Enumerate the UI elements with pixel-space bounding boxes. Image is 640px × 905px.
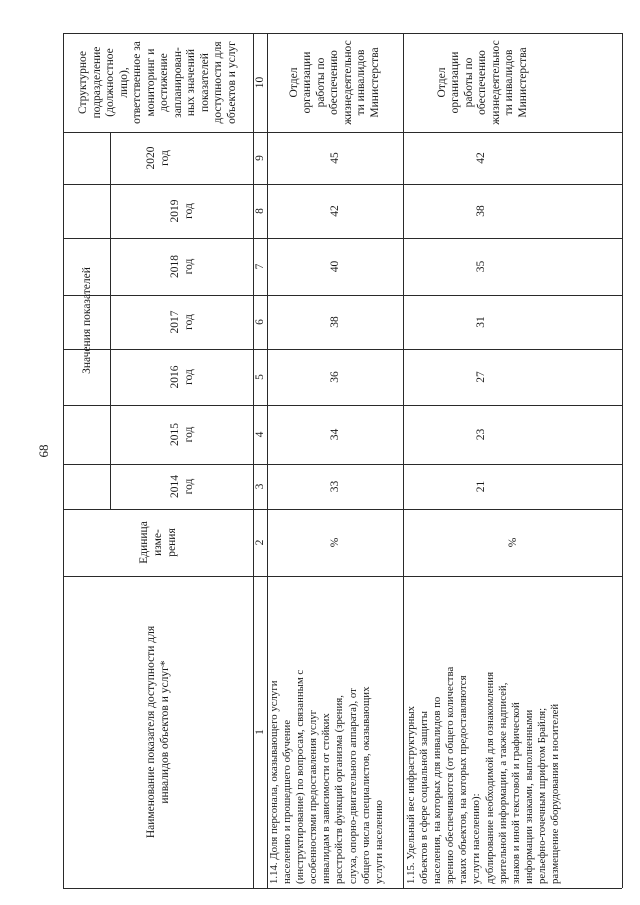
column-number: 6 (254, 319, 266, 325)
responsible-line: обеспечению (328, 50, 341, 115)
responsible-line: ти инвалидов (355, 49, 368, 116)
row-1-14-unit: % (329, 537, 341, 548)
row-1-15-value-2018: 35 (474, 260, 487, 273)
row-1-15-responsible (403, 33, 563, 132)
description-line: рельефно-точечным шрифтом Брайля; (535, 707, 548, 884)
description-line: населения, на которых для инвалидов по (431, 696, 444, 884)
row-1-14-description (268, 578, 402, 884)
responsible-line: Отдел (287, 67, 300, 98)
description-line: информации знаками, выполненными (522, 709, 535, 884)
header-year-2018: 2018 год (168, 255, 195, 278)
column-number: 9 (254, 155, 266, 161)
grid-line (63, 888, 622, 889)
responsible-line: жизнедеятельнос (489, 40, 502, 125)
responsible-line: работы по (462, 57, 475, 108)
responsible-line: работы по (314, 57, 327, 108)
row-1-15-unit: % (506, 537, 519, 548)
header-responsible-line: показателей (198, 53, 211, 112)
header-responsible-line: Структурное (77, 51, 89, 114)
responsible-line: организации (301, 51, 314, 114)
row-1-14-value-2020: 45 (329, 152, 341, 164)
header-responsible-line: запланирован- (171, 47, 184, 118)
page-number: 68 (36, 444, 51, 458)
header-values-group: Значения показателей (80, 267, 93, 374)
header-responsible-line: подразделение (90, 46, 103, 119)
responsible-line: Отдел (435, 67, 448, 98)
description-line: 1.15. Удельный вес инфраструктурных (405, 705, 417, 884)
description-line: дублирование необходимой для ознакомления (483, 671, 496, 884)
column-number: 5 (254, 374, 266, 380)
description-line: зрению обеспечиваются (от общего количества (444, 666, 457, 884)
row-1-14-value-2017: 38 (329, 316, 341, 328)
description-line: объектов в сфере социальной защиты (418, 711, 431, 884)
column-number: 2 (254, 539, 266, 546)
responsible-line: жизнедеятельнос (341, 40, 354, 125)
column-number: 10 (254, 76, 266, 89)
column-number: 1 (254, 729, 266, 735)
responsible-line: ти инвалидов (503, 49, 516, 116)
description-line: 1.14. Доля персонала, оказывающего услуги (268, 680, 280, 884)
row-1-15-value-2020: 42 (474, 152, 487, 164)
description-line: населению и прошедшего обучение (281, 719, 294, 884)
row-1-15-value-2014: 21 (474, 480, 487, 493)
header-year-2017: 2017 год (168, 310, 195, 334)
header-responsible-line: ответственное за (131, 41, 143, 124)
row-1-15-value-2017: 31 (474, 316, 487, 328)
row-1-15-description (405, 578, 622, 884)
grid-line (622, 33, 623, 888)
row-1-15-value-2016: 27 (474, 371, 487, 383)
description-line: услуги населению (372, 800, 385, 884)
header-responsible-line: объектов и услуг (225, 41, 238, 124)
column-number: 8 (254, 208, 266, 214)
row-1-15-value-2015: 23 (474, 428, 487, 441)
header-responsible-line: доступности для (212, 41, 224, 124)
header-year-2015: 2015 год (168, 423, 195, 446)
description-line: особенностями предоставления услуг (307, 709, 320, 884)
description-line: инвалидам в зависимости от стойких (320, 713, 333, 884)
description-line: (инструктирование) по вопросам, связанным с (294, 669, 307, 884)
description-line: знаков и иной текстовой и графической (509, 702, 522, 884)
description-line: размещение оборудования и носителей (549, 703, 562, 884)
row-1-14-value-2014: 33 (329, 480, 341, 493)
header-year-2016: 2016 год (168, 365, 195, 389)
header-indicator-name: Наименование показателя доступности для инвалидов объектов и услуг* (145, 625, 171, 839)
description-line: расстройств функций организма (зрения, (333, 695, 346, 884)
header-responsible-line: ных значений (185, 48, 197, 117)
description-line: зрительной информации, а также надписей, (496, 682, 509, 884)
header-year-2019: 2019 год (168, 199, 195, 223)
row-1-15-value-2019: 38 (474, 205, 487, 217)
description-line: общего числа специалистов, оказывающих (359, 686, 372, 884)
header-unit: Единица изме-рения (138, 521, 178, 564)
header-responsible-line: (должностное (104, 48, 116, 117)
row-1-14-value-2018: 40 (329, 260, 341, 273)
row-1-14-value-2019: 42 (329, 205, 341, 217)
header-year-2020: 2020 год (145, 146, 171, 170)
header-responsible-line: лицо), (117, 67, 130, 98)
header-responsible-line: достижение (158, 53, 170, 112)
row-1-14-value-2015: 34 (329, 428, 341, 441)
responsible-line: обеспечению (476, 50, 489, 115)
column-number: 7 (254, 263, 266, 270)
column-number: 4 (254, 431, 266, 438)
description-line: услуги населению): (470, 793, 483, 884)
header-responsible (63, 33, 253, 132)
responsible-line: Министерства (368, 47, 381, 118)
header-responsible-line: мониторинг и (144, 48, 157, 117)
responsible-line: организации (449, 51, 462, 114)
column-number: 3 (254, 483, 266, 490)
header-year-2014: 2014 год (168, 475, 195, 498)
row-1-14-responsible (267, 33, 403, 132)
description-line: таких объектов, на которых предоставляются (457, 675, 470, 884)
row-1-14-value-2016: 36 (329, 371, 341, 383)
description-line: слуха, опорно-двигательного аппарата), от (346, 688, 359, 884)
responsible-line: Министерства (516, 47, 529, 118)
